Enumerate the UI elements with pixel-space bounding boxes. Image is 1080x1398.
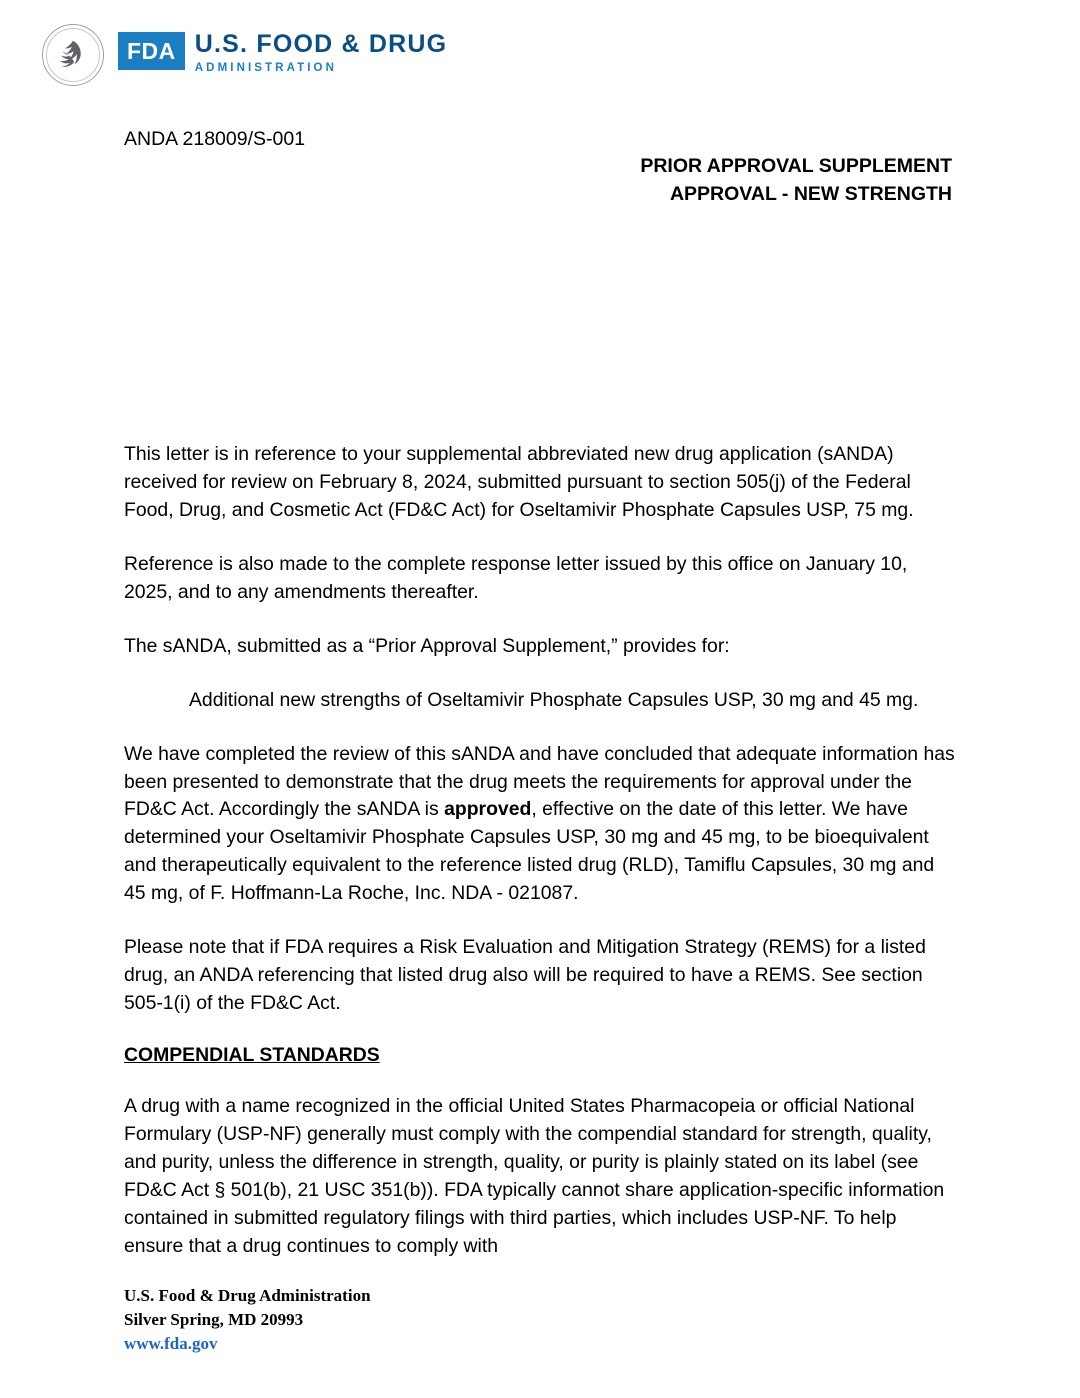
fda-logo bbox=[118, 32, 447, 75]
fda-logo-subtitle: ADMINISTRATION bbox=[194, 62, 337, 74]
letter-body bbox=[124, 441, 956, 1287]
footer-website-link[interactable]: www.fda.gov bbox=[124, 1333, 218, 1353]
hhs-eagle-icon bbox=[54, 36, 92, 74]
application-number: ANDA 218009/S-001 bbox=[124, 128, 306, 150]
hhs-seal-icon bbox=[42, 24, 104, 86]
paragraph-rems: Please note that if FDA requires a Risk Evaluation and Mitigation Strategy (REMS) for a listed drug, an ANDA referencing that listed drug also will be required to have a REMS. See section 505-1(i) of the FD&C Act. bbox=[124, 936, 926, 1015]
fda-badge: FDA bbox=[118, 32, 185, 70]
approval-text-part2: , effective on the date of this letter. We have determined your Oseltamivir Phosphate Capsules USP, 30 mg and 45 mg, to be bioequivalent and therapeutically equivalent to the reference listed drug (RLD), Tamiflu Capsules, 30 mg and 45 mg, of F. Hoffmann-La Roche, Inc. NDA - 021087. bbox=[124, 798, 935, 905]
footer-address: Silver Spring, MD 20993 bbox=[124, 1309, 304, 1329]
page-footer bbox=[124, 1284, 371, 1356]
paragraph-provides-for: The sANDA, submitted as a “Prior Approval Supplement,” provides for: bbox=[124, 634, 730, 657]
section-heading-compendial-standards: COMPENDIAL STANDARDS bbox=[124, 1044, 380, 1066]
approval-bold-word: approved bbox=[444, 798, 532, 821]
paragraph-reference: This letter is in reference to your supplemental abbreviated new drug application (sANDA) received for review on February 8, 2024, submitted pursuant to section 505(j) of the Federal Food, Drug, and Cosmetic Act (FD&C Act) for Oseltamivir Phosphate Capsules USP, 75 mg. bbox=[124, 443, 914, 521]
approval-heading-line1: PRIOR APPROVAL SUPPLEMENT bbox=[640, 155, 952, 177]
approval-heading bbox=[640, 152, 952, 209]
paragraph-new-strengths: Additional new strengths of Oseltamivir Phosphate Capsules USP, 30 mg and 45 mg. bbox=[189, 688, 919, 711]
letterhead bbox=[42, 24, 447, 86]
approval-text-part1: We have completed the review of this sANDA and have concluded that adequate information has been presented to demonstrate that the drug meets the requirements for approval under the FD&C Act. Accordingly the sANDA is bbox=[124, 742, 955, 821]
paragraph-approval bbox=[124, 741, 956, 909]
fda-logo-title: U.S. FOOD & DRUG bbox=[194, 30, 448, 58]
approval-heading-line2: APPROVAL - NEW STRENGTH bbox=[669, 183, 952, 206]
footer-agency: U.S. Food & Drug Administration bbox=[124, 1285, 371, 1305]
paragraph-compendial: A drug with a name recognized in the official United States Pharmacopeia or official National Formulary (USP-NF) generally must comply with the compendial standard for strength, quality, and purity, unless the difference in strength, quality, or purity is plainly stated on its label (see FD&C Act § 501(b), 21 USC 351(b)). FDA typically cannot share application-specific information contained in submitted regulatory filings with third parties, which includes USP-NF. To help ensure that a drug continues to comply with bbox=[124, 1095, 945, 1257]
paragraph-complete-response: Reference is also made to the complete response letter issued by this office on January 10, 2025, and to any amendments thereafter. bbox=[124, 552, 908, 603]
